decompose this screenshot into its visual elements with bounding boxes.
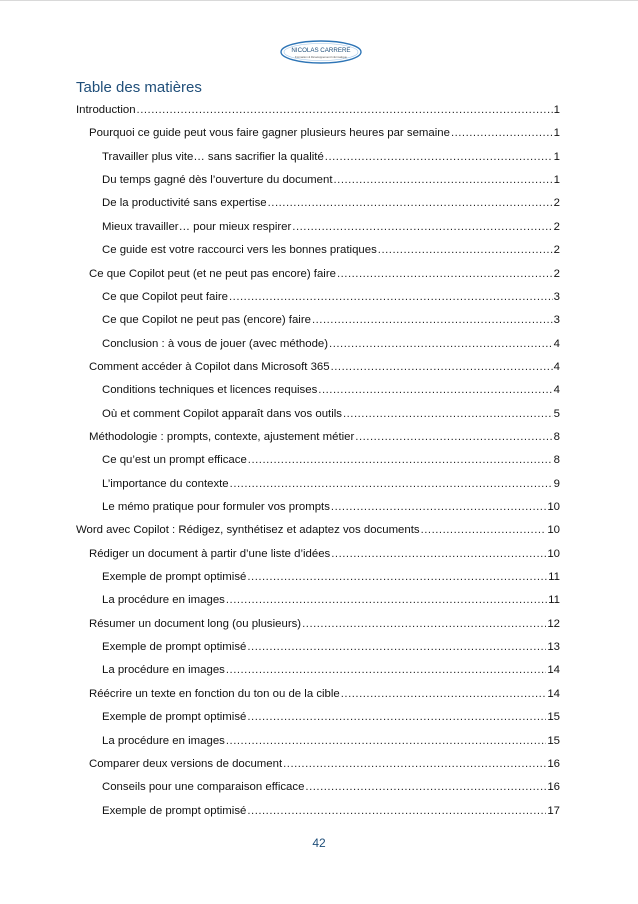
toc-entry-text: La procédure en images [102, 734, 225, 747]
toc-entry[interactable] [102, 313, 560, 327]
toc-leader-dots [337, 267, 553, 281]
toc-entry-text: Exemple de prompt optimisé [102, 804, 247, 817]
toc-entry-text: Ce qu’est un prompt efficace [102, 454, 247, 467]
toc-entry-page: 9 [553, 477, 560, 490]
toc-entry[interactable] [102, 196, 560, 210]
toc-entry-page: 8 [553, 454, 560, 467]
toc-entry[interactable] [102, 804, 560, 818]
toc-entry-page: 1 [553, 127, 560, 140]
toc-entry[interactable] [102, 663, 560, 677]
toc-entry[interactable] [102, 570, 560, 584]
toc-leader-dots [421, 523, 547, 537]
toc-entry-text: Comment accéder à Copilot dans Microsoft 365 [89, 360, 330, 373]
toc-leader-dots [302, 617, 546, 631]
toc-entry-page: 2 [553, 244, 560, 257]
toc-entry[interactable] [102, 734, 560, 748]
toc-leader-dots [341, 687, 547, 701]
toc-entry-page: 11 [548, 571, 560, 583]
logo-tagline: Formation & Développement Informatique [295, 55, 347, 59]
toc-title: Table des matières [76, 79, 202, 96]
toc-entry[interactable] [102, 407, 560, 421]
toc-entry[interactable] [76, 523, 560, 537]
toc-entry-text: Introduction [76, 104, 136, 116]
toc-entry-text: Exemple de prompt optimisé [102, 641, 247, 654]
toc-leader-dots [325, 150, 553, 164]
toc-entry-page: 17 [547, 804, 560, 817]
toc-leader-dots [292, 220, 552, 234]
toc-entry-text: Exemple de prompt optimisé [102, 571, 247, 583]
toc-leader-dots [247, 804, 546, 818]
toc-leader-dots [283, 757, 546, 771]
toc-leader-dots [247, 640, 546, 654]
toc-entry-text: Du temps gagné dès l’ouverture du document [102, 174, 333, 187]
logo-name: NICOLAS CARRERE [291, 47, 351, 54]
toc-entry[interactable] [89, 267, 560, 281]
toc-leader-dots [230, 477, 553, 491]
toc-entry-text: Résumer un document long (ou plusieurs) [89, 617, 302, 630]
toc-entry-page: 16 [547, 757, 560, 770]
toc-leader-dots [355, 430, 552, 444]
toc-entry-text: La procédure en images [102, 594, 225, 607]
toc-entry[interactable] [89, 547, 560, 561]
toc-entry-page: 1 [553, 150, 560, 163]
toc-entry[interactable] [102, 593, 560, 607]
toc-entry-page: 2 [553, 267, 560, 280]
toc-entry[interactable] [89, 617, 560, 631]
toc-leader-dots [329, 337, 553, 351]
toc-entry-text: Ce que Copilot peut (et ne peut pas encore) faire [89, 267, 336, 280]
toc-leader-dots [312, 313, 553, 327]
toc-entry-text: Pourquoi ce guide peut vous faire gagner plusieurs heures par semaine [89, 127, 450, 140]
toc-entry-page: 13 [547, 641, 560, 654]
toc-entry-text: Conditions techniques et licences requises [102, 384, 318, 397]
toc-entry-page: 1 [553, 104, 560, 116]
toc-entry[interactable] [102, 337, 560, 351]
toc-leader-dots [331, 547, 546, 561]
toc-entry[interactable] [102, 477, 560, 491]
toc-entry-text: Conseils pour une comparaison efficace [102, 781, 305, 794]
toc-entry-text: Conclusion : à vous de jouer (avec méthode) [102, 337, 329, 350]
toc-entry-page: 15 [547, 734, 560, 747]
toc-entry[interactable] [102, 243, 560, 257]
toc-entry-text: Word avec Copilot : Rédigez, synthétisez et adaptez vos documents [76, 524, 420, 537]
toc-entry-page: 14 [547, 664, 560, 677]
toc-entry-page: 4 [553, 360, 560, 373]
toc-entry-text: Mieux travailler… pour mieux respirer [102, 220, 292, 233]
toc-leader-dots [318, 383, 552, 397]
toc-entry-text: Comparer deux versions de document [89, 757, 283, 770]
toc-entry-text: Ce que Copilot ne peut pas (encore) faire [102, 314, 311, 327]
toc-leader-dots [247, 710, 546, 724]
toc-entry-text: Travailler plus vite… sans sacrifier la qualité [102, 150, 324, 163]
toc-leader-dots [229, 290, 553, 304]
toc-entry[interactable] [102, 640, 560, 654]
toc-leader-dots [331, 360, 553, 374]
toc-entry-page: 10 [547, 501, 560, 513]
toc-entry-page: 10 [547, 547, 560, 560]
toc-entry-page: 3 [553, 290, 560, 303]
toc-entry-text: Où et comment Copilot apparaît dans vos outils [102, 407, 342, 420]
toc-entry-page: 15 [547, 711, 560, 724]
toc-entry[interactable] [102, 220, 560, 234]
toc-entry-page: 4 [553, 384, 560, 397]
toc-leader-dots [247, 570, 547, 584]
toc-entry-page: 8 [553, 430, 560, 443]
toc-leader-dots [451, 126, 553, 140]
toc-entry-page: 12 [547, 617, 560, 630]
toc-entry[interactable] [102, 150, 560, 164]
toc-entry[interactable] [89, 687, 560, 701]
toc-entry-text: De la productivité sans expertise [102, 197, 267, 210]
toc-entry-text: La procédure en images [102, 664, 225, 677]
toc-leader-dots [226, 663, 546, 677]
toc-entry[interactable] [89, 126, 560, 140]
toc-leader-dots [343, 407, 553, 421]
toc-entry-page: 3 [553, 314, 560, 327]
toc-entry-page: 16 [547, 781, 560, 794]
page-number: 42 [312, 836, 326, 850]
toc-leader-dots [226, 593, 547, 607]
toc-entry-page: 14 [547, 687, 560, 700]
toc-entry-text: Ce guide est votre raccourci vers les bonnes pratiques [102, 244, 377, 257]
toc-entry-page: 11 [548, 594, 560, 607]
toc-leader-dots [333, 173, 552, 187]
toc-entry-text: Ce que Copilot peut faire [102, 290, 229, 303]
toc-entry-page: 4 [553, 337, 560, 350]
toc-entry-text: Réécrire un texte en fonction du ton ou de la cible [89, 687, 340, 700]
toc-leader-dots [137, 103, 553, 117]
toc-entry-page: 5 [553, 407, 560, 420]
toc-entry-text: Rédiger un document à partir d’une liste d’idées [89, 547, 331, 560]
toc-entry[interactable] [102, 780, 560, 794]
toc-leader-dots [331, 500, 546, 514]
toc-leader-dots [305, 780, 546, 794]
toc-leader-dots [268, 196, 553, 210]
toc-entry-text: Le mémo pratique pour formuler vos prompts [102, 501, 330, 513]
toc-leader-dots [378, 243, 553, 257]
toc-leader-dots [248, 453, 553, 467]
toc-entry[interactable] [89, 757, 560, 771]
toc-entry[interactable] [102, 383, 560, 397]
toc-entry-text: L’importance du contexte [102, 477, 229, 490]
toc-entry[interactable] [102, 290, 560, 304]
toc-entry[interactable] [102, 453, 560, 467]
toc-entry[interactable] [102, 710, 560, 724]
toc-entry[interactable] [76, 103, 560, 117]
toc-leader-dots [226, 734, 546, 748]
toc-entry[interactable] [89, 360, 560, 374]
toc-entry-page: 2 [553, 197, 560, 210]
toc-entry-text: Exemple de prompt optimisé [102, 711, 247, 724]
toc-entry-page: 10 [547, 524, 560, 537]
toc-entry-page: 1 [553, 174, 560, 187]
toc-entry[interactable] [102, 500, 560, 514]
toc-entry[interactable] [89, 430, 560, 444]
toc-entry[interactable] [102, 173, 560, 187]
toc-entry-text: Méthodologie : prompts, contexte, ajustement métier [89, 430, 355, 443]
toc-entry-page: 2 [553, 220, 560, 233]
